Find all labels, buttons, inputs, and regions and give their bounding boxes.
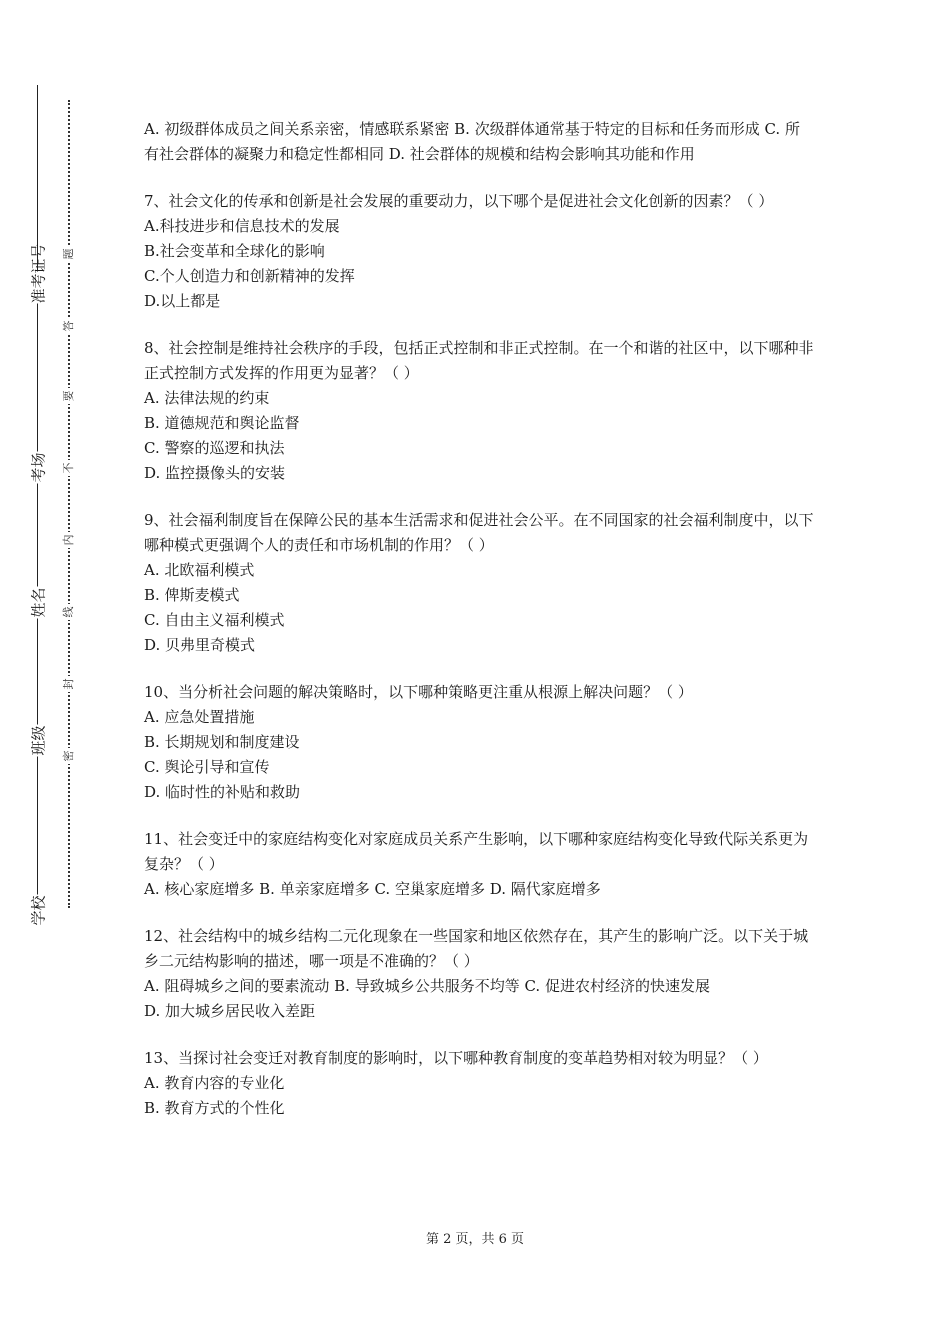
question-9 (144, 508, 814, 658)
field-class: 班级 (26, 725, 51, 757)
option-b: B. 俾斯麦模式 (144, 586, 240, 604)
option-c: C.个人创造力和创新精神的发挥 (144, 267, 355, 285)
option-c: C. 警察的巡逻和执法 (144, 439, 285, 457)
field-exam-room: 考场 (26, 452, 51, 484)
options-line: A. 阻碍城乡之间的要素流动 B. 导致城乡公共服务不均等 C. 促进农村经济的快速发展 (144, 977, 710, 995)
question-stem: 13、当探讨社会变迁对教育制度的影响时，以下哪种教育制度的变革趋势相对较为明显？（ ） (144, 1049, 768, 1067)
option-d: D. 加大城乡居民收入差距 (144, 1002, 316, 1020)
seal-char: 内 (61, 532, 77, 548)
option-a: A. 教育内容的专业化 (144, 1074, 285, 1092)
seal-char: 要 (61, 388, 77, 404)
question-7 (144, 189, 814, 314)
option-a: A. 法律法规的约束 (144, 389, 270, 407)
exam-content (144, 117, 814, 1121)
options-line: A. 核心家庭增多 B. 单亲家庭增多 C. 空巢家庭增多 D. 隔代家庭增多 (144, 880, 601, 898)
seal-dotted-line (68, 100, 70, 908)
option-d: D. 贝弗里奇模式 (144, 636, 256, 654)
question-stem: 9、社会福利制度旨在保障公民的基本生活需求和促进社会公平。在不同国家的社会福利制度中，以下哪种模式更强调个人的责任和市场机制的作用？（ ） (144, 511, 814, 554)
field-exam-id: 准考证号 (26, 272, 51, 304)
question-13 (144, 1046, 814, 1121)
option-a: A.科技进步和信息技术的发展 (144, 217, 340, 235)
question-stem: 10、当分析社会问题的解决策略时，以下哪种策略更注重从根源上解决问题？（ ） (144, 683, 693, 701)
option-d: D. 临时性的补贴和救助 (144, 783, 301, 801)
option-a: A. 北欧福利模式 (144, 561, 255, 579)
field-school: 学校 (26, 895, 51, 927)
option-b: B. 教育方式的个性化 (144, 1099, 285, 1117)
question-12 (144, 924, 814, 1024)
option-c: C. 舆论引导和宣传 (144, 758, 270, 776)
option-b: B.社会变革和全球化的影响 (144, 242, 325, 260)
seal-char: 答 (61, 318, 77, 334)
question-stem: 12、社会结构中的城乡结构二元化现象在一些国家和地区依然存在，其产生的影响广泛。以下关于城乡二元结构影响的描述，哪一项是不准确的？（ ） (144, 927, 809, 970)
question-stem: 7、社会文化的传承和创新是社会发展的重要动力，以下哪个是促进社会文化创新的因素？（ ） (144, 192, 774, 210)
seal-char: 不 (61, 460, 77, 476)
binding-margin (0, 0, 120, 1344)
intro-options: A. 初级群体成员之间关系亲密，情感联系紧密 B. 次级群体通常基于特定的目标和任务而形成 C. 所有社会群体的凝聚力和稳定性都相同 D. 社会群体的规模和结构会影响其功能和作用 (144, 120, 800, 163)
seal-char: 线 (61, 604, 77, 620)
question-8 (144, 336, 814, 486)
question-stem: 8、社会控制是维持社会秩序的手段，包括正式控制和非正式控制。在一个和谐的社区中，以下哪种非正式控制方式发挥的作用更为显著？（ ） (144, 339, 814, 382)
seal-char: 题 (61, 246, 77, 262)
field-name: 姓名 (26, 587, 51, 619)
question-stem: 11、社会变迁中的家庭结构变化对家庭成员关系产生影响，以下哪种家庭结构变化导致代际关系更为复杂？（ ） (144, 830, 809, 873)
option-b: B. 长期规划和制度建设 (144, 733, 300, 751)
seal-char: 密 (61, 748, 77, 764)
question-10 (144, 680, 814, 805)
option-a: A. 应急处置措施 (144, 708, 255, 726)
seal-char: 封 (61, 676, 77, 692)
binding-solid-line (37, 85, 38, 925)
option-b: B. 道德规范和舆论监督 (144, 414, 300, 432)
option-c: C. 自由主义福利模式 (144, 611, 285, 629)
page-number: 第 2 页，共 6 页 (425, 1232, 525, 1247)
question-11 (144, 827, 814, 902)
option-d: D.以上都是 (144, 292, 221, 310)
option-d: D. 监控摄像头的安装 (144, 464, 286, 482)
